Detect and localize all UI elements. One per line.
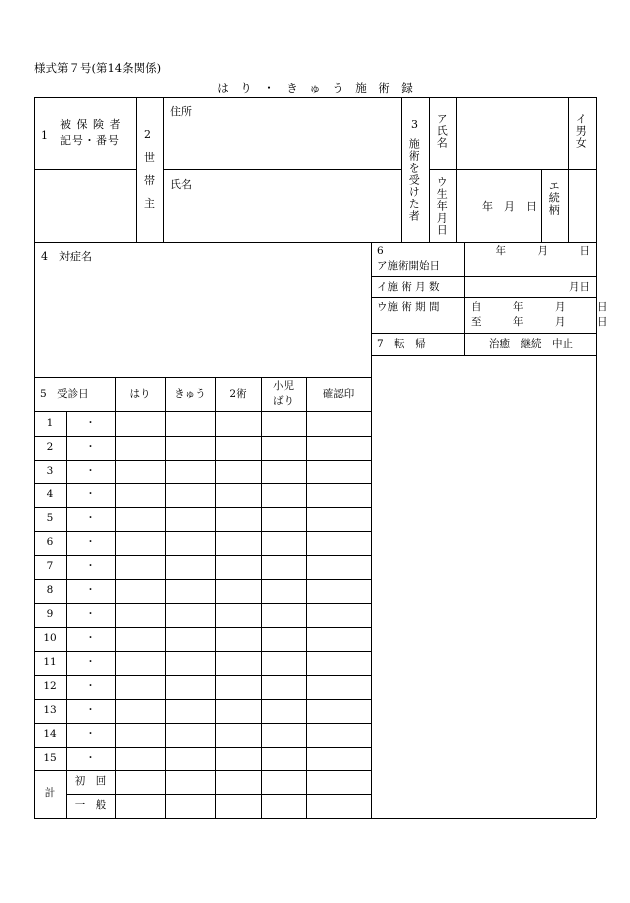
general-visit-label: 一 般 bbox=[74, 799, 107, 811]
date-separator: ・ bbox=[85, 584, 96, 596]
grid-line bbox=[165, 377, 166, 818]
section2-char-1: 世 bbox=[144, 151, 155, 164]
grid-line bbox=[34, 651, 371, 652]
frame-right bbox=[596, 97, 597, 818]
grid-line bbox=[34, 242, 596, 243]
grid-line bbox=[34, 411, 371, 412]
grid-line bbox=[34, 436, 371, 437]
grid-line bbox=[34, 377, 371, 378]
row-number: 14 bbox=[43, 728, 57, 740]
treatment-period-from: 自 年 月 日 bbox=[471, 301, 608, 313]
row-number: 15 bbox=[43, 752, 57, 764]
grid-line bbox=[34, 531, 371, 532]
row-number: 10 bbox=[43, 632, 57, 644]
row-number: 11 bbox=[43, 656, 57, 668]
birth-date-placeholder: 年 月 日 bbox=[482, 200, 537, 213]
grid-line bbox=[306, 377, 307, 818]
row-number: 1 bbox=[46, 417, 54, 429]
grid-line bbox=[66, 794, 371, 795]
visit-date-header: 5 受診日 bbox=[40, 388, 89, 400]
treatment-period-to: 至 年 月 日 bbox=[471, 316, 608, 328]
grid-line bbox=[34, 627, 371, 628]
section1-label-line2: 記号・番号 bbox=[60, 134, 120, 147]
form-number: 様式第７号(第14条関係) bbox=[34, 61, 162, 75]
grid-line bbox=[261, 377, 262, 818]
grid-line bbox=[429, 169, 596, 170]
grid-line bbox=[34, 483, 371, 484]
section2-number: 2 bbox=[144, 128, 151, 141]
frame-bottom bbox=[34, 818, 596, 819]
treatment-start-label: ア施術開始日 bbox=[377, 260, 440, 272]
section2-char-3: 主 bbox=[144, 197, 155, 210]
grid-line bbox=[371, 297, 596, 298]
treatment-months-label: イ施 術 月 数 bbox=[377, 281, 440, 293]
recipient-birth-label: ウ生年月日 bbox=[435, 176, 449, 236]
grid-line bbox=[115, 377, 116, 818]
grid-line bbox=[34, 460, 371, 461]
row-number: 12 bbox=[43, 680, 57, 692]
grid-line bbox=[371, 355, 596, 356]
date-separator: ・ bbox=[85, 465, 96, 477]
page-title: は り ・ き ゅ う 施 術 録 bbox=[217, 81, 413, 95]
outcome-label: 7 転 帰 bbox=[377, 338, 426, 350]
row-number: 13 bbox=[43, 704, 57, 716]
section3-number: 3 bbox=[411, 118, 418, 131]
date-separator: ・ bbox=[85, 512, 96, 524]
recipient-name-label: ア氏名 bbox=[435, 113, 449, 149]
first-visit-label: 初 回 bbox=[74, 775, 107, 787]
row-number: 5 bbox=[46, 512, 54, 524]
grid-line bbox=[568, 97, 569, 169]
col-2jutsu-header: 2術 bbox=[229, 388, 247, 400]
grid-line bbox=[464, 242, 465, 355]
grid-line bbox=[34, 675, 371, 676]
grid-line bbox=[34, 579, 371, 580]
row-number: 2 bbox=[46, 441, 54, 453]
date-separator: ・ bbox=[85, 704, 96, 716]
grid-line bbox=[568, 169, 569, 242]
date-separator: ・ bbox=[85, 656, 96, 668]
col-confirm-header: 確認印 bbox=[322, 388, 355, 400]
grid-line bbox=[34, 603, 371, 604]
grid-line bbox=[215, 377, 216, 818]
name-label: 氏名 bbox=[170, 178, 192, 191]
date-separator: ・ bbox=[85, 632, 96, 644]
recipient-relation-label: エ続柄 bbox=[547, 180, 561, 216]
col-kyuu-header: きゅう bbox=[174, 388, 206, 400]
date-separator: ・ bbox=[85, 441, 96, 453]
date-separator: ・ bbox=[85, 608, 96, 620]
date-separator: ・ bbox=[85, 560, 96, 572]
condition-label: 4 対症名 bbox=[41, 250, 92, 263]
col-shoni-header-line2: ばり bbox=[273, 395, 294, 407]
row-number: 9 bbox=[46, 608, 54, 620]
col-shoni-header-line1: 小児 bbox=[273, 380, 294, 392]
row-number: 7 bbox=[46, 560, 54, 572]
grid-line bbox=[34, 723, 371, 724]
date-separator: ・ bbox=[85, 728, 96, 740]
address-label: 住所 bbox=[170, 105, 192, 118]
row-number: 8 bbox=[46, 584, 54, 596]
treatment-start-value: 年 月 日 bbox=[495, 245, 590, 257]
grid-line bbox=[371, 242, 372, 818]
grid-line bbox=[34, 747, 371, 748]
recipient-sex-label: イ男女 bbox=[574, 113, 588, 149]
section1-label-line1: 被 保 険 者 bbox=[60, 118, 122, 131]
grid-line bbox=[163, 169, 401, 170]
row-number: 6 bbox=[46, 536, 54, 548]
section3-label: 施術を受けた者 bbox=[407, 138, 421, 222]
frame-top bbox=[34, 97, 596, 98]
col-hari-header: はり bbox=[129, 388, 151, 400]
date-separator: ・ bbox=[85, 680, 96, 692]
treatment-months-value: 月日 bbox=[569, 281, 590, 293]
section6-number: 6 bbox=[377, 245, 384, 257]
date-separator: ・ bbox=[85, 488, 96, 500]
date-separator: ・ bbox=[85, 417, 96, 429]
grid-line bbox=[136, 97, 137, 242]
grid-line bbox=[371, 333, 596, 334]
date-separator: ・ bbox=[85, 752, 96, 764]
treatment-period-label: ウ施 術 期 間 bbox=[377, 301, 440, 313]
section2-char-2: 帯 bbox=[144, 174, 155, 187]
row-number: 4 bbox=[46, 488, 54, 500]
date-separator: ・ bbox=[85, 536, 96, 548]
outcome-options: 治癒 継続 中止 bbox=[489, 338, 573, 350]
grid-line bbox=[401, 97, 402, 242]
grid-line bbox=[541, 169, 542, 242]
grid-line bbox=[34, 169, 136, 170]
total-label: 計 bbox=[44, 787, 56, 799]
grid-line bbox=[34, 699, 371, 700]
grid-line bbox=[34, 555, 371, 556]
grid-line bbox=[34, 507, 371, 508]
grid-line bbox=[34, 770, 371, 771]
grid-line bbox=[371, 276, 596, 277]
section1-number: 1 bbox=[41, 129, 48, 142]
row-number: 3 bbox=[46, 465, 54, 477]
